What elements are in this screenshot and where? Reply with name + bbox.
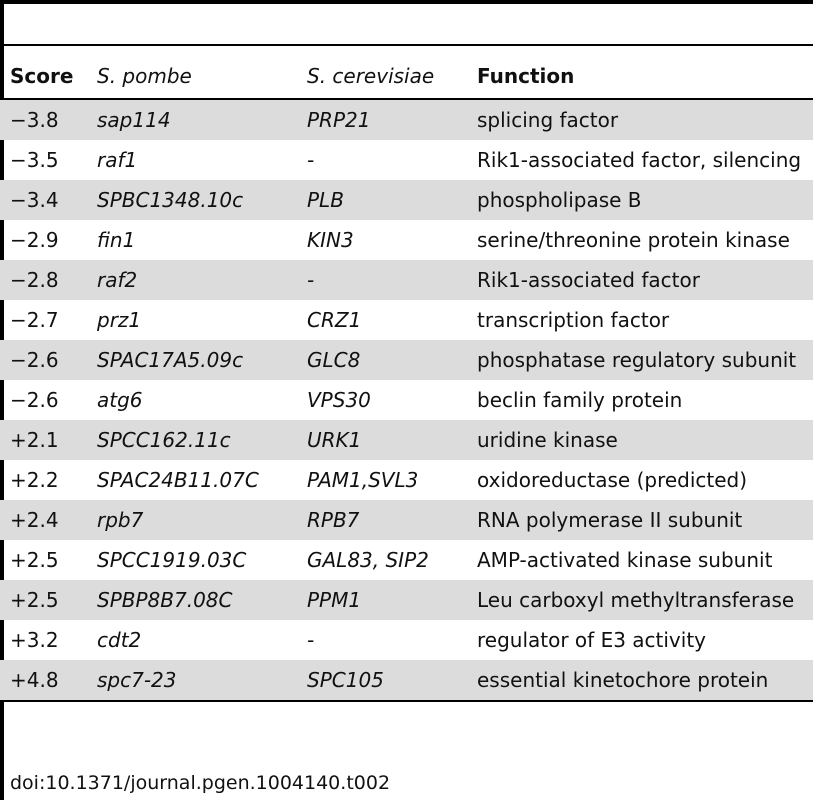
cell-s-cerevisiae: GAL83, SIP2 <box>307 548 429 572</box>
header-row <box>0 54 813 99</box>
table-body <box>0 99 813 701</box>
cell-score: +3.2 <box>10 628 59 652</box>
cell-s-pombe: raf2 <box>87 260 297 300</box>
cell-s-cerevisiae: PPM1 <box>297 580 467 620</box>
cell-s-pombe: SPAC24B11.07C <box>97 468 259 492</box>
cell-function: phosphatase regulatory subunit <box>467 340 813 380</box>
cell-score: −2.8 <box>0 260 87 300</box>
cell-score: −3.8 <box>0 99 87 140</box>
cell-s-pombe: SPAC17A5.09c <box>87 340 297 380</box>
cell-score: −2.7 <box>10 308 59 332</box>
cell-s-pombe: SPCC1919.03C <box>97 548 247 572</box>
cell-s-cerevisiae: PRP21 <box>297 99 467 140</box>
table-row <box>0 500 813 540</box>
doi-caption: doi:10.1371/journal.pgen.1004140.t002 <box>10 772 391 794</box>
results-table-container <box>0 54 813 702</box>
table-row <box>0 300 813 340</box>
cell-score: +2.1 <box>0 420 87 460</box>
cell-s-pombe: cdt2 <box>97 628 142 652</box>
cell-s-cerevisiae: SPC105 <box>297 660 467 701</box>
table-row <box>0 180 813 220</box>
header-function: Function <box>467 54 813 99</box>
top-border <box>0 0 813 4</box>
cell-score: −3.4 <box>0 180 87 220</box>
cell-s-pombe: SPCC162.11c <box>87 420 297 460</box>
cell-s-cerevisiae: - <box>307 628 315 652</box>
cell-score: +2.2 <box>10 468 59 492</box>
table-row <box>0 140 813 180</box>
cell-s-cerevisiae: - <box>307 148 315 172</box>
cell-function: Rik1-associated factor <box>467 260 813 300</box>
cell-function: Leu carboxyl methyltransferase <box>467 580 813 620</box>
cell-function: beclin family protein <box>477 388 683 412</box>
table-row <box>0 580 813 620</box>
cell-s-pombe: rpb7 <box>87 500 297 540</box>
cell-s-cerevisiae: - <box>297 260 467 300</box>
cell-s-cerevisiae: PAM1,SVL3 <box>307 468 419 492</box>
cell-s-cerevisiae: PLB <box>297 180 467 220</box>
cell-function: serine/threonine protein kinase <box>477 228 790 252</box>
cell-s-pombe: atg6 <box>97 388 143 412</box>
cell-function: transcription factor <box>477 308 670 332</box>
table-row <box>0 220 813 260</box>
cell-function: AMP-activated kinase subunit <box>477 548 773 572</box>
cell-function: uridine kinase <box>467 420 813 460</box>
cell-score: −2.6 <box>10 388 59 412</box>
table-row <box>0 620 813 660</box>
cell-s-cerevisiae: VPS30 <box>307 388 371 412</box>
table-row <box>0 340 813 380</box>
cell-s-pombe: fin1 <box>97 228 136 252</box>
cell-s-pombe: raf1 <box>97 148 138 172</box>
table-row <box>0 460 813 500</box>
cell-s-pombe: spc7-23 <box>87 660 297 701</box>
cell-s-cerevisiae: RPB7 <box>297 500 467 540</box>
cell-s-cerevisiae: URK1 <box>297 420 467 460</box>
cell-score: −2.6 <box>0 340 87 380</box>
cell-function: oxidoreductase (predicted) <box>477 468 748 492</box>
table-row <box>0 260 813 300</box>
results-table <box>0 54 813 702</box>
header-s-pombe: S. pombe <box>87 54 297 99</box>
cell-score: +2.5 <box>0 580 87 620</box>
table-row <box>0 380 813 420</box>
cell-s-pombe: SPBC1348.10c <box>87 180 297 220</box>
cell-s-cerevisiae: KIN3 <box>307 228 354 252</box>
cell-function: essential kinetochore protein <box>467 660 813 701</box>
header-s-cerevisiae: S. cerevisiae <box>297 54 467 99</box>
table-row <box>0 99 813 140</box>
table-header <box>0 54 813 99</box>
cell-function: RNA polymerase II subunit <box>467 500 813 540</box>
header-rule <box>0 44 813 46</box>
cell-score: +2.5 <box>10 548 59 572</box>
cell-function: splicing factor <box>467 99 813 140</box>
cell-score: +2.4 <box>0 500 87 540</box>
cell-function: phospholipase B <box>467 180 813 220</box>
cell-score: −2.9 <box>10 228 59 252</box>
table-row <box>0 660 813 701</box>
cell-s-cerevisiae: GLC8 <box>297 340 467 380</box>
cell-function: regulator of E3 activity <box>477 628 707 652</box>
cell-s-cerevisiae: CRZ1 <box>307 308 362 332</box>
cell-score: −3.5 <box>10 148 59 172</box>
cell-s-pombe: sap114 <box>87 99 297 140</box>
table-row <box>0 540 813 580</box>
header-score: Score <box>0 54 87 99</box>
table-row <box>0 420 813 460</box>
cell-s-pombe: prz1 <box>97 308 142 332</box>
cell-s-pombe: SPBP8B7.08C <box>87 580 297 620</box>
cell-function: Rik1-associated factor, silencing <box>477 148 802 172</box>
cell-score: +4.8 <box>0 660 87 701</box>
